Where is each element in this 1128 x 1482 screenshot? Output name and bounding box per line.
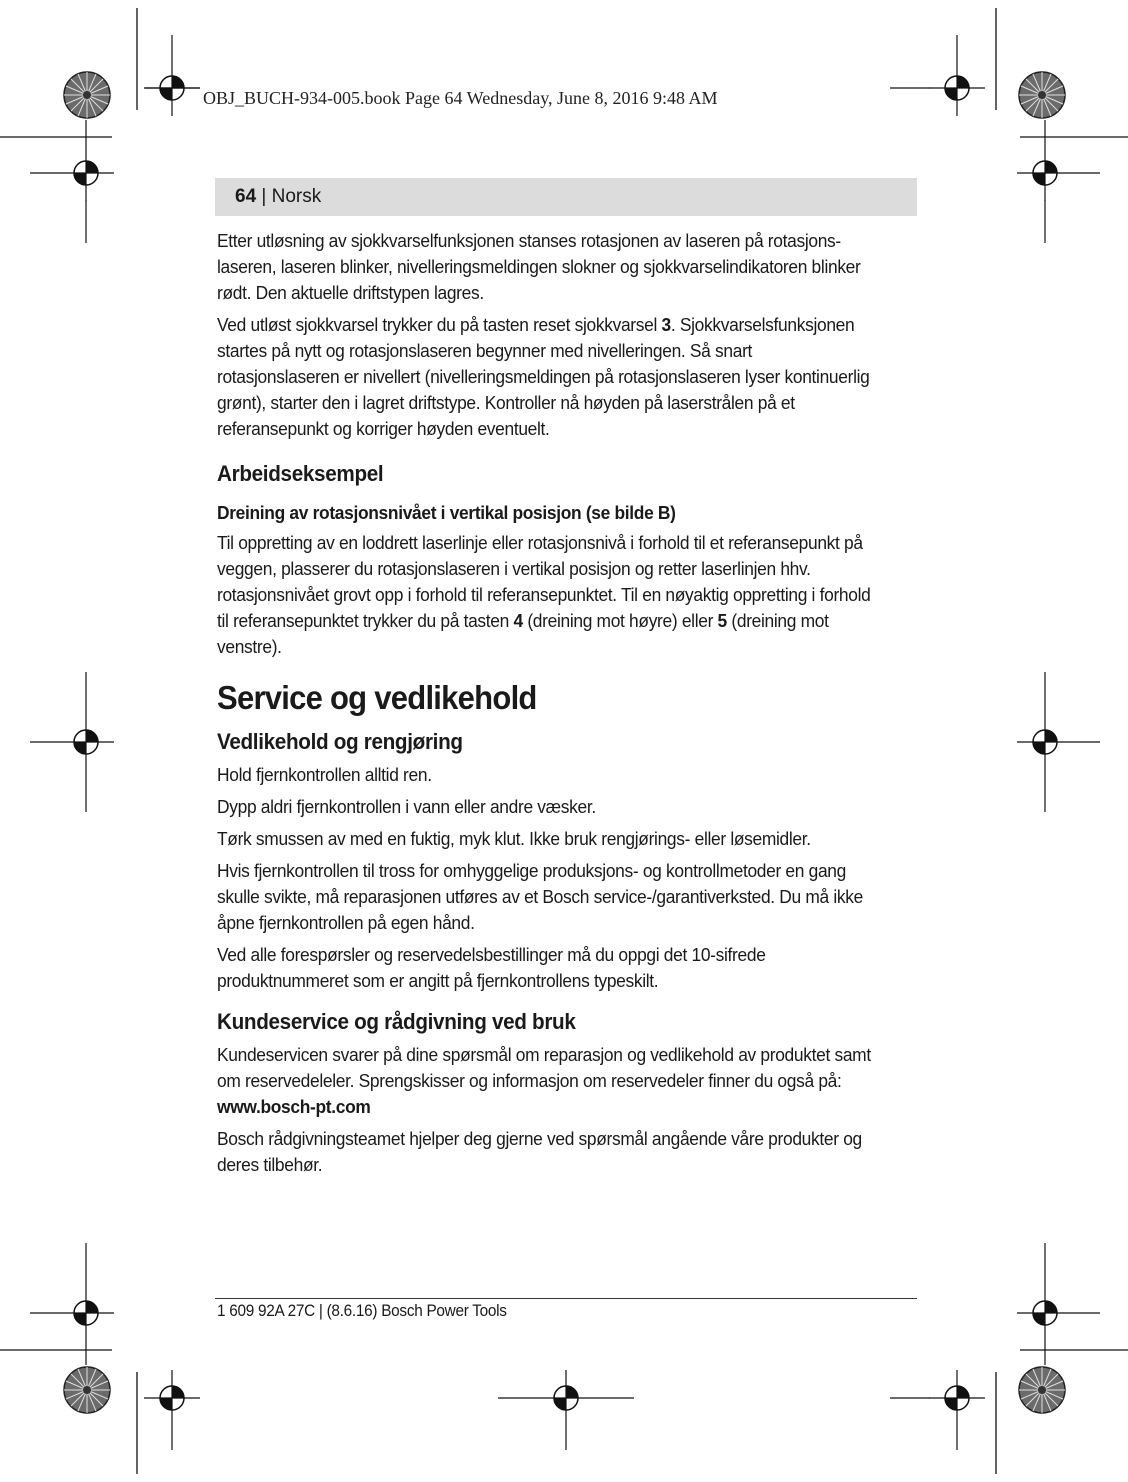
heading-arbeidseksempel: Arbeidseksempel [217, 461, 384, 486]
section-name: Norsk [271, 186, 322, 207]
text-run: (dreining mot høyre) eller [522, 610, 718, 631]
footer-rule [215, 1298, 917, 1299]
page-footer: 1 609 92A 27C | (8.6.16) Bosch Power Tools [217, 1302, 507, 1320]
page-content [217, 228, 877, 1184]
paragraph-reset [217, 312, 877, 442]
heading-vedlikehold: Vedlikehold og rengjøring [217, 729, 463, 754]
key-reference: 3 [661, 314, 671, 335]
text-run: Til oppretting av en loddrett laserlinje eller rotasjonsnivå i forhold til et referansepunkt på veggen, plasserer du rotasjonslaseren i vertikal posisjon og retter laserlinjen hhv. rotasjonsnivået grovt opp i forhold til referansepunktet. Til en nøyaktig oppretting i forhold til referansepunktet trykker du på tasten [217, 532, 871, 631]
paragraph-k1: Kundeservicen svarer på dine spørsmål om reparasjon og vedlikehold av produktet samt om reservedeleler. Sprengskisser og informasjon om reservedeler finner du også på: [217, 1044, 871, 1091]
text-run: . Sjokkvarselsfunksjonen startes på nytt og rotasjonslaseren begynner med nivelleringen. Så snart rotasjonslaseren er nivellert (nivelleringsmeldingen på rotasjonslaseren lyser kontinuerlig grønt), starter den i lagret driftstype. Kontroller nå høyden på laserstrålen på et referansepunkt og korriger høyden eventuelt. [217, 314, 870, 439]
paragraph-dreining [217, 530, 877, 660]
paragraph-v1: Hold fjernkontrollen alltid ren. [217, 764, 432, 785]
bosch-link[interactable]: www.bosch-pt.com [217, 1096, 371, 1117]
key-reference: 5 [717, 610, 727, 631]
text-run: Ved utløst sjokkvarsel trykker du på tasten reset sjokkvarsel [217, 314, 662, 335]
page-header [215, 178, 917, 216]
print-slug: OBJ_BUCH-934-005.book Page 64 Wednesday, June 8, 2016 9:48 AM [203, 88, 718, 108]
page-number: 64 [235, 186, 257, 207]
header-separator: | [256, 186, 272, 207]
text-run: (dreining mot venstre). [217, 610, 829, 657]
paragraph-k2: Bosch rådgivningsteamet hjelper deg gjerne ved spørsmål angående våre produkter og deres tilbehør. [217, 1128, 862, 1175]
paragraph-v3: Tørk smussen av med en fuktig, myk klut. Ikke bruk rengjørings- eller løsemidler. [217, 828, 811, 849]
page-header-text [235, 186, 321, 208]
paragraph-v4: Hvis fjernkontrollen til tross for omhyggelige produksjons- og kontrollmetoder en gang skulle svikte, må reparasjonen utføres av et Bosch service-/garantiverksted. Du må ikke åpne fjernkontrollen på egen hånd. [217, 860, 864, 933]
paragraph-v5: Ved alle forespørsler og reservedelsbestillinger må du oppgi det 10-sifrede produktnummeret som er angitt på fjernkontrollens typeskilt. [217, 944, 766, 991]
heading-service: Service og vedlikehold [217, 679, 537, 716]
paragraph-v2: Dypp aldri fjernkontrollen i vann eller andre væsker. [217, 796, 596, 817]
heading-kundeservice: Kundeservice og rådgivning ved bruk [217, 1009, 576, 1034]
heading-dreining: Dreining av rotasjonsnivået i vertikal posisjon (se bilde B) [217, 502, 676, 523]
key-reference: 4 [513, 610, 523, 631]
paragraph-shock-warning: Etter utløsning av sjokkvarselfunksjonen stanses rotasjonen av laseren på rotasjons-laseren, laseren blinker, nivelleringsmeldingen slokner og sjokkvarselindikatoren blinker rødt. Den aktuelle driftstypen lagres. [217, 230, 861, 303]
